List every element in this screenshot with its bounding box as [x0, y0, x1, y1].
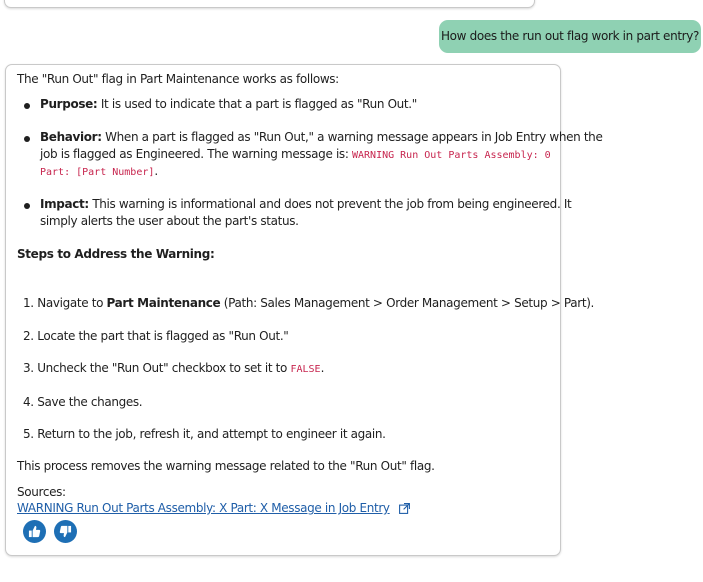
bullet-purpose: [40, 97, 417, 111]
warning-code: Part: [Part Number]: [40, 167, 155, 178]
bullet-title: Impact:: [40, 197, 89, 211]
thumbs-up-button[interactable]: [23, 520, 46, 543]
warning-code: WARNING Run Out Parts Assembly: 0: [352, 150, 551, 161]
step-item: 4. Save the changes.: [23, 395, 143, 409]
thumbs-down-icon: [59, 525, 72, 538]
assistant-message-bubble: [5, 64, 603, 556]
external-link-icon[interactable]: [399, 503, 410, 517]
closing-text: This process removes the warning message related to the "Run Out" flag.: [17, 459, 435, 473]
bullet-punct: .: [154, 164, 158, 178]
bullet-behavior-line2: [40, 147, 551, 161]
step-item: 2. Locate the part that is flagged as "Run Out.": [23, 329, 289, 343]
part-maintenance-label: Part Maintenance: [106, 296, 221, 310]
step-item: 3. Uncheck the "Run Out" checkbox to set it to FALSE.: [23, 361, 325, 375]
bullet-dot: [24, 103, 30, 109]
bullet-title: Purpose:: [40, 97, 98, 111]
user-message-bubble: [439, 20, 701, 53]
bullet-text: When a part is flagged as "Run Out," a warning message appears in Job Entry when the: [101, 130, 603, 144]
previous-message-bubble: [4, 0, 535, 8]
bullet-dot: [24, 203, 30, 209]
thumbs-up-icon: [28, 525, 41, 538]
false-code: FALSE: [290, 364, 321, 375]
bullet-behavior-line1: [40, 130, 602, 144]
bullet-text: It is used to indicate that a part is flagged as "Run Out.": [97, 97, 417, 111]
user-message-text: How does the run out flag work in part entry?: [440, 29, 700, 43]
steps-heading: Steps to Address the Warning:: [17, 247, 215, 261]
bullet-behavior-line3: [40, 164, 158, 178]
bullet-text: This warning is informational and does not prevent the job from being engineered. It: [88, 197, 572, 211]
bullet-impact-line2: simply alerts the user about the part's status.: [40, 214, 299, 228]
bullet-dot: [24, 136, 30, 142]
source-row: [17, 501, 410, 517]
sources-label: Sources:: [17, 485, 66, 499]
step-item: 5. Return to the job, refresh it, and attempt to engineer it again.: [23, 427, 386, 441]
bullet-title: Behavior:: [40, 130, 102, 144]
response-intro: The "Run Out" flag in Part Maintenance works as follows:: [17, 72, 339, 86]
bullet-impact-line1: [40, 197, 571, 211]
source-link[interactable]: WARNING Run Out Parts Assembly: X Part: X Message in Job Entry: [17, 501, 390, 515]
bullet-text: job is flagged as Engineered. The warning message is:: [40, 147, 352, 161]
step-item: 1. Navigate to Part Maintenance (Path: Sales Management > Order Management > Setup > Part).: [23, 296, 594, 310]
thumbs-down-button[interactable]: [54, 520, 77, 543]
